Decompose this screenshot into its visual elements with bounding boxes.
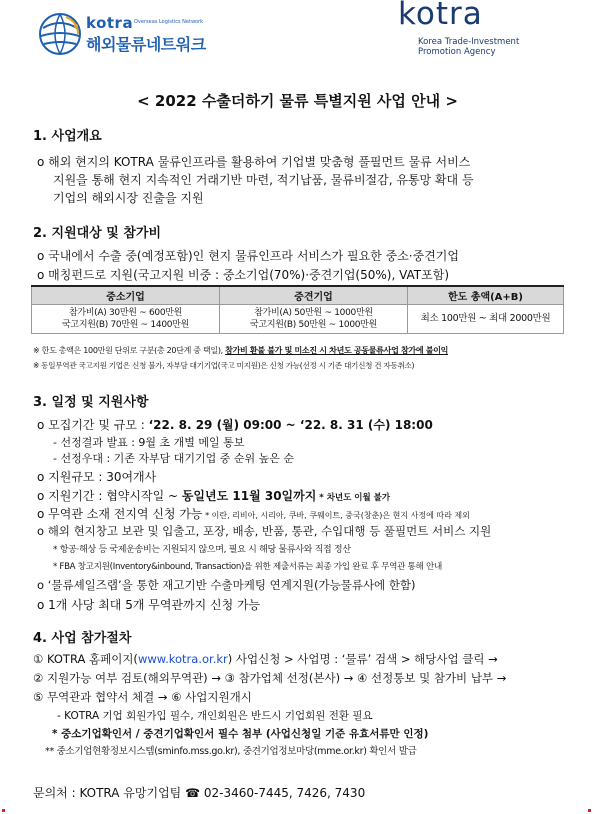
s1-line1: o 해외 현지의 KOTRA 물류인프라를 활용하여 기업별 맞춤형 풀필먼트 물류 서비스 [37, 155, 471, 169]
s1-line2: 지원을 통해 현지 지속적인 거래기반 마련, 적기납품, 물류비절감, 유통망 확대 등 [53, 173, 474, 187]
s3-service: o 해외 현지창고 보관 및 입출고, 포장, 배송, 반품, 통관, 수입대행 등 풀필먼트 서비스 지원 [37, 524, 492, 538]
kotra-logo [398, 0, 558, 56]
fee-row [32, 305, 564, 334]
section4-heading: 4. 사업 참가절차 [33, 631, 132, 646]
s3-period [37, 487, 390, 504]
corner-mark-left [2, 809, 5, 812]
s4-step5: ⑤ 무역관과 협약서 체결 → ⑥ 사업지원개시 [33, 690, 252, 704]
section2-heading: 2. 지원대상 및 참가비 [33, 226, 162, 241]
s4-step2: ② 지원가능 여부 검토(해외무역관) → ③ 참가업체 선정(본사) → ④ 선정통보 및 참가비 납부 → [33, 671, 507, 685]
contact-phone: 02-3460-7445, 7426, 7430 [200, 786, 366, 800]
logo-kotra-text: kotra [86, 14, 134, 32]
section1-heading: 1. 사업개요 [33, 129, 102, 144]
kotra-sub-line2: Promotion Agency [418, 47, 496, 57]
s3-result: - 선정결과 발표 : 9월 초 개별 메일 통보 [53, 436, 245, 449]
fee-cell-sme [32, 305, 220, 334]
s3-note-fba: * FBA 창고지원(Inventory&inbound, Transaction)을 위한 제출서류는 최종 가입 완료 후 무역관 통해 안내 [53, 562, 442, 572]
s4-step1-text: ① KOTRA 홈페이지( [33, 652, 138, 666]
fee-sme-fee: 참가비(A) 30만원 ~ 600만원 [68, 308, 183, 318]
overseas-logistics-network-logo [38, 12, 238, 58]
page-title: < 2022 수출더하기 물류 특별지원 사업 안내 > [137, 92, 458, 110]
contact-label: 문의처 : KOTRA 유망기업팀 [33, 786, 186, 800]
s2-note2: ※ 동일무역관 국고지원 기업은 신청 불가, 자부담 대기기업(국고 미지원)은 신청 가능(선정 시 기존 대기신청 건 자동취소) [33, 361, 415, 370]
section3-heading: 3. 일정 및 지원사항 [33, 395, 149, 410]
s1-line3: 기업의 해외시장 진출을 지원 [53, 191, 204, 205]
fee-mid-fee: 참가비(A) 50만원 ~ 1000만원 [254, 308, 373, 318]
s3-recruit-label: o 모집기간 및 규모 : [37, 418, 149, 432]
globe-logo-icon [38, 12, 82, 56]
fee-mid-support: 국고지원(B) 50만원 ~ 1000만원 [250, 320, 377, 330]
s4-step1 [33, 651, 498, 667]
fee-header-total: 한도 총액(A+B) [408, 286, 564, 305]
s3-marketing: o ‘물류셰일즈랩’을 통한 재고기반 수출마케팅 연계지원(가능물류사에 한함) [37, 578, 416, 592]
fee-cell-total: 최소 100만원 ~ 최대 2000만원 [408, 305, 564, 334]
fee-header-midsize: 중견기업 [220, 286, 408, 305]
fee-header-sme: 중소기업 [32, 286, 220, 305]
s4-note-member: - KOTRA 기업 회원가입 필수, 개인회원은 반드시 기업회원 전환 필요 [57, 710, 373, 722]
kotra-homepage-link[interactable]: www.kotra.or.kr [137, 652, 228, 666]
s3-note-shipping: * 항공·해상 등 국제운송비는 지원되지 않으며, 필요 시 해당 물류사와 직접 정산 [53, 545, 351, 555]
s3-region-note: * 이란, 리비아, 시리아, 쿠바, 쿠웨이트, 중국(창춘)은 현지 사정에 따라 제외 [202, 511, 470, 520]
contact-line [33, 784, 365, 801]
s2-line1: o 국내에서 수출 중(예정포함)인 현지 물류인프라 서비스가 필요한 중소·중견기업 [37, 249, 459, 263]
s3-period-end: 동일년도 11월 30일까지 [181, 489, 317, 503]
phone-icon: ☎ [185, 786, 201, 800]
s4-note-system: ** 중소기업현황정보시스템(sminfo.mss.go.kr), 중견기업정보마당(mme.or.kr) 확인서 발급 [45, 746, 417, 757]
s3-period-label: o 지원기간 : 협약시작일 ~ [37, 489, 182, 503]
s3-region [37, 505, 470, 522]
s2-note1-emphasis: 참가비 환불 불가 및 미소진 시 차년도 공동물류사업 참가에 불이익 [225, 346, 449, 355]
s2-note1 [33, 345, 448, 356]
s2-note1-text: ※ 한도 총액은 100만원 단위로 구분(총 20단계 중 택일), [33, 346, 226, 355]
s3-preference: - 선정우대 : 기존 자부담 대기기업 중 순위 높은 순 [53, 452, 295, 465]
s3-limit: o 1개 사당 최대 5개 무역관까지 신청 가능 [37, 598, 261, 612]
fee-sme-support: 국고지원(B) 70만원 ~ 1400만원 [62, 320, 189, 330]
kotra-wordmark: kotra [398, 0, 483, 32]
corner-mark-right [588, 809, 591, 812]
s4-step1-rest: ) 사업신청 > 사업명 : ‘물류’ 검색 > 해당사업 클릭 → [227, 652, 498, 666]
logo-network-text: Overseas Logistics Network [134, 19, 204, 25]
fee-table [31, 285, 564, 334]
s3-recruit-period: ‘22. 8. 29 (월) 09:00 ~ ‘22. 8. 31 (수) 18:00 [148, 418, 433, 432]
kotra-sub-line1: Korea Trade-Investment [418, 37, 520, 47]
fee-cell-midsize [220, 305, 408, 334]
logo-korean-text: 해외물류네트워크 [86, 35, 206, 54]
s3-period-note: * 차년도 이월 불가 [316, 493, 391, 503]
s2-line2: o 매칭펀드로 지원(국고지원 비중 : 중소기업(70%)·중견기업(50%), VAT포함) [37, 268, 450, 282]
s3-region-text: o 무역관 소재 전지역 신청 가능 [37, 507, 203, 521]
s3-recruit [37, 416, 433, 433]
s3-scale: o 지원규모 : 30여개사 [37, 470, 157, 484]
s4-note-certificate: * 중소기업확인서 / 중견기업확인서 필수 첨부 (사업신청일 기준 유효서류만 인정) [52, 728, 429, 740]
